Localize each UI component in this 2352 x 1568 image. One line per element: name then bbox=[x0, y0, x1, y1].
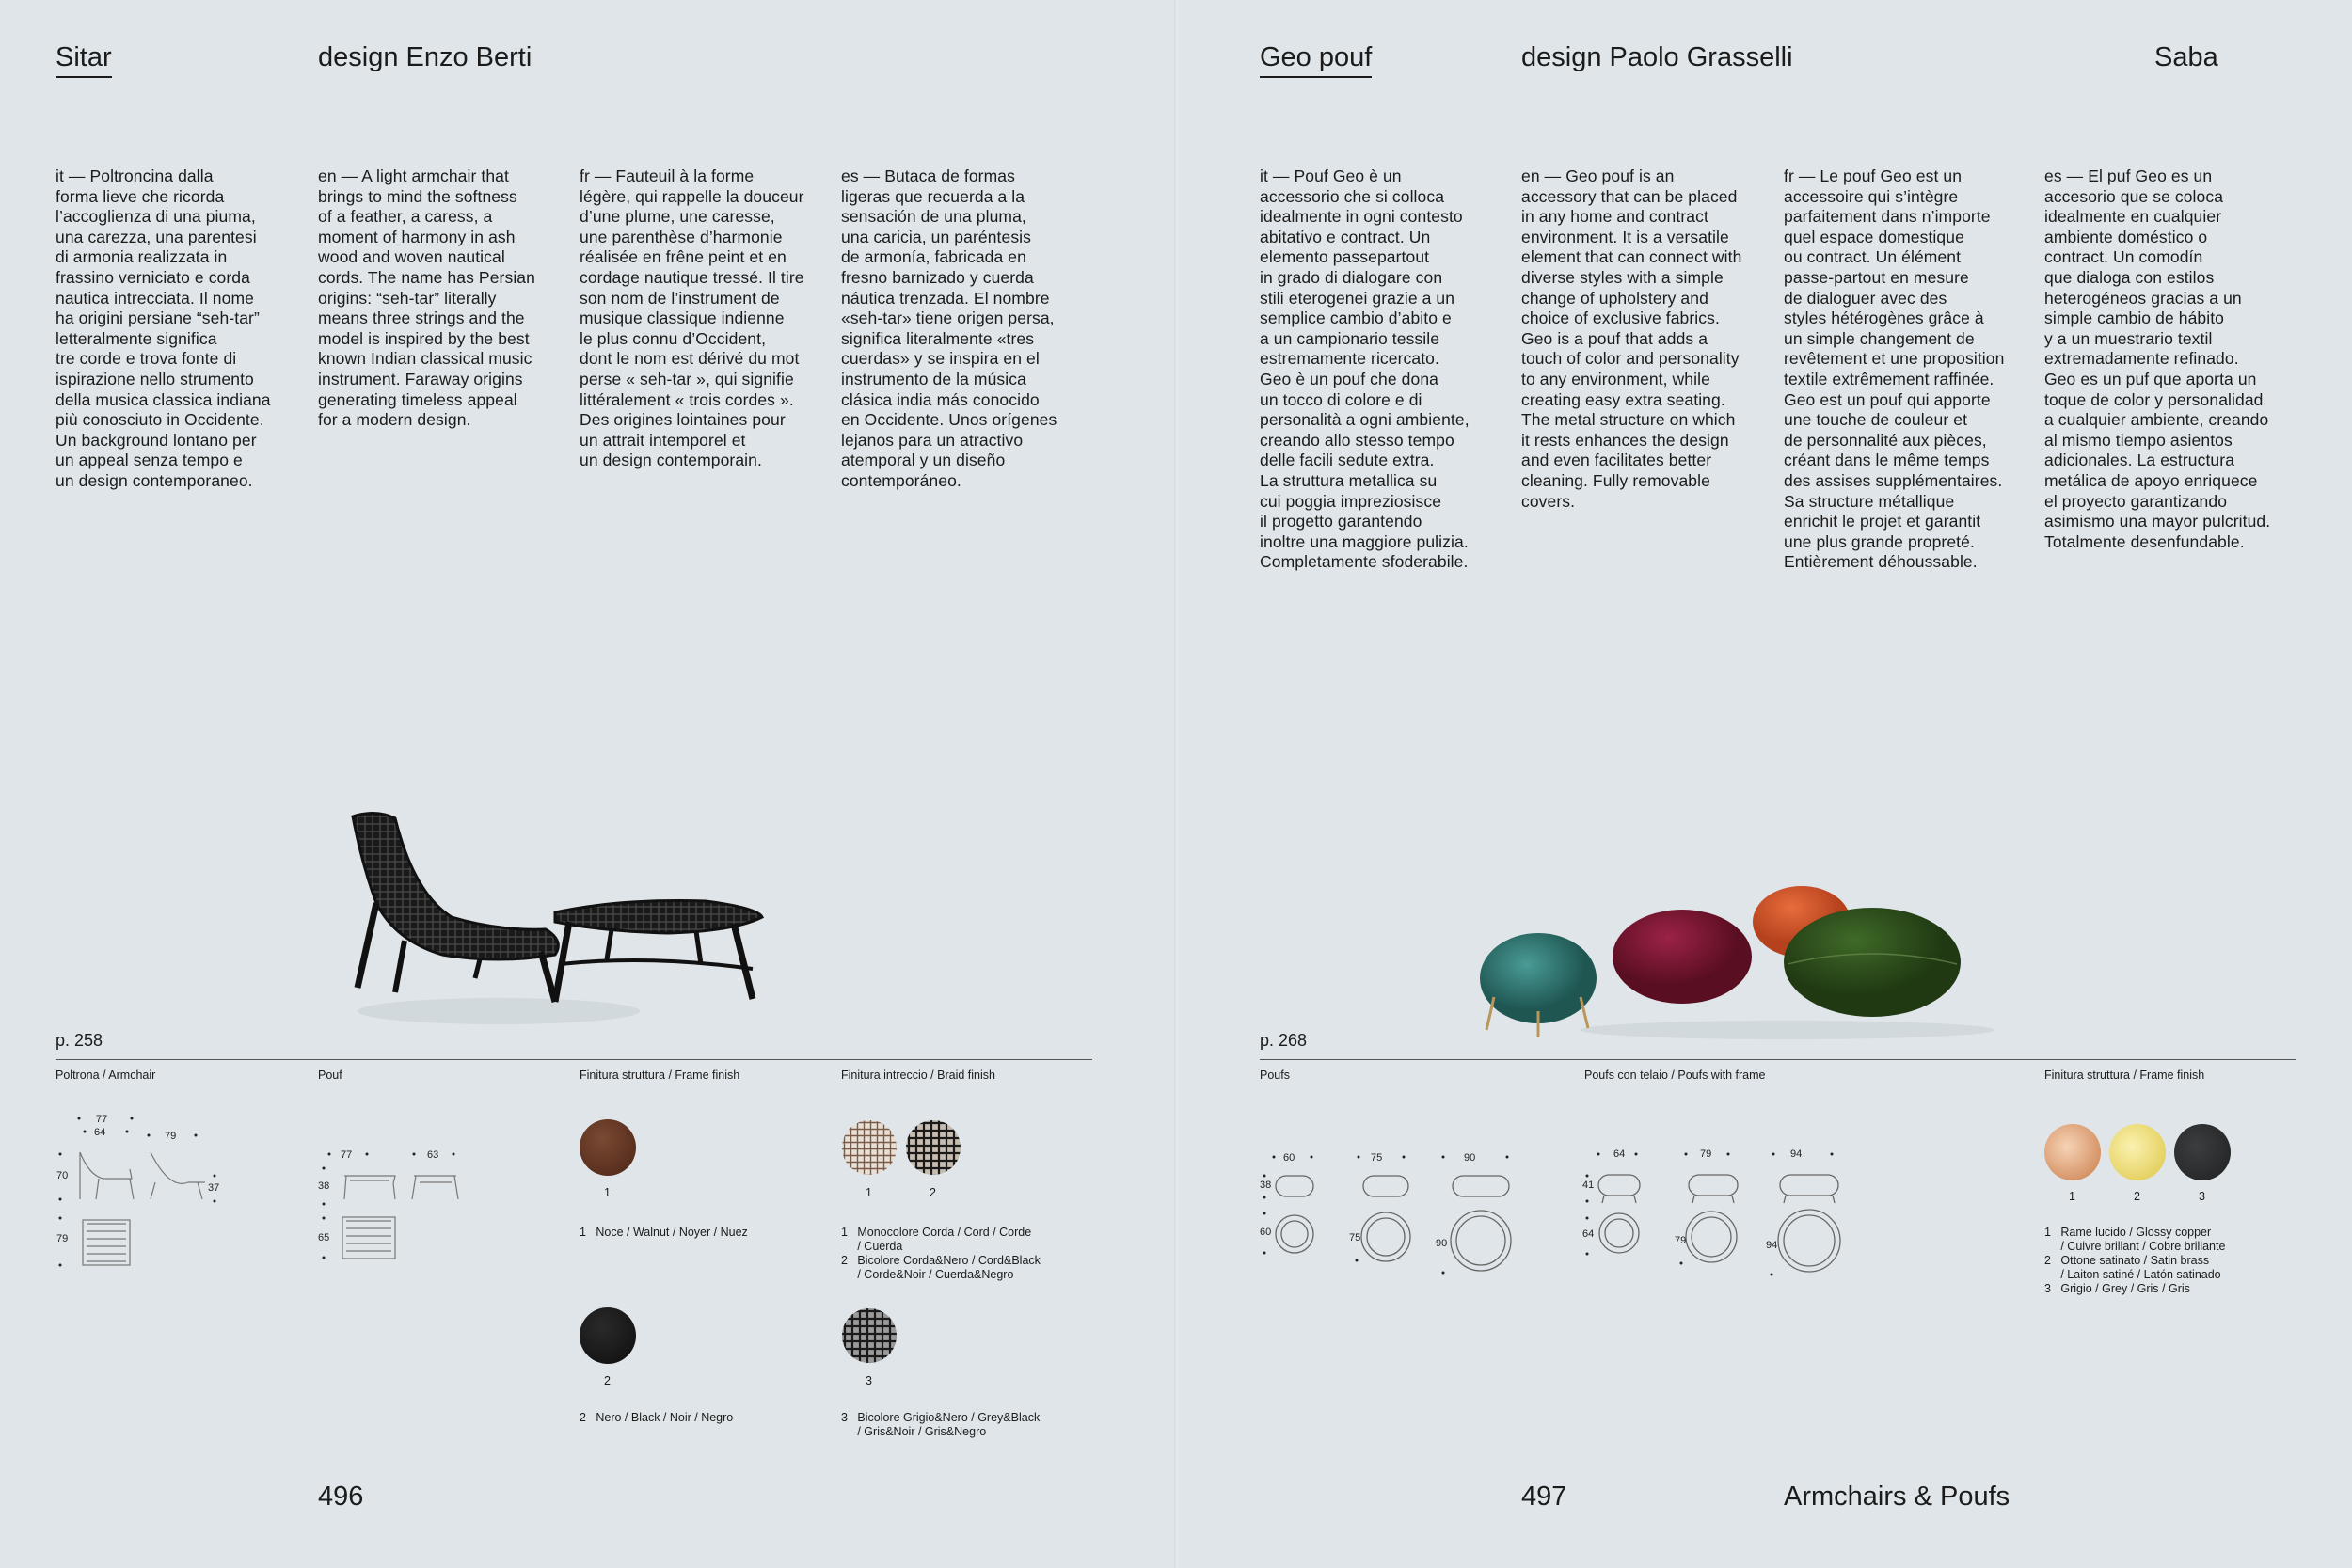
dim-armchair-h: 70 bbox=[56, 1170, 69, 1181]
section-label-armchair: Poltrona / Armchair bbox=[56, 1069, 156, 1082]
right-page bbox=[1178, 0, 2352, 1568]
braid-finish-note-2: 2 Bicolore Corda&Nero / Cord&Black / Corde&Noir / Cuerda&Negro bbox=[841, 1254, 1041, 1281]
brand-name: Saba bbox=[2154, 42, 2218, 72]
dim-frame-pouf-94-w: 94 bbox=[1790, 1148, 1803, 1160]
dim-pouf-75-w: 75 bbox=[1371, 1152, 1383, 1164]
description-fr: fr — Le pouf Geo est un accessoire qui s’intègre parfaitement dans n’importe quel espace domestique ou contract. Un élément passe-partout en mesure de dialoguer avec des styles hétérogènes grâce à un simple changement de revêtement et une proposition textile extrêmement raffinée. Geo est un pouf qui apporte une touche de couleur et de personnalité aux pièces, créant dans le même temps des assises supplémentaires. Sa structure métallique enrichit le projet et garantit une plus grande propreté. Entièrement déhoussable. bbox=[1784, 166, 2005, 572]
section-label-poufs-frame: Poufs con telaio / Poufs with frame bbox=[1584, 1069, 1766, 1082]
section-label-pouf: Pouf bbox=[318, 1069, 342, 1082]
description-es: es — Butaca de formas ligeras que recuerda a la sensación de una pluma, una caricia, un paréntesis de armonía, fabricada en fresno barnizado y cuerda náutica trenzada. El nombre «seh-tar» tiene origen persa, significa literalmente «tres cuerdas» y se inspira en el instrumento de la música clásica india más conocido en Occidente. Unos orígenes lejanos para un atractivo atemporal y un diseño contemporáneo. bbox=[841, 166, 1057, 490]
page-reference: p. 258 bbox=[56, 1031, 103, 1050]
sitar-product-image bbox=[339, 790, 781, 1035]
section-label-poufs: Poufs bbox=[1260, 1069, 1290, 1082]
dim-armchair-seat: 37 bbox=[208, 1182, 220, 1194]
pouf-dimension-drawing bbox=[310, 1129, 470, 1270]
dim-armchair-d: 79 bbox=[165, 1131, 177, 1142]
page-reference: p. 268 bbox=[1260, 1031, 1308, 1050]
swatch-number: 2 bbox=[2134, 1190, 2140, 1203]
swatch-number: 1 bbox=[866, 1186, 872, 1199]
swatch-number: 1 bbox=[604, 1186, 611, 1199]
frame-finish-notes: 1 Rame lucido / Glossy copper / Cuivre brillant / Cobre brillante 2 Ottone satinato / Satin brass / Laiton satiné / Latón satinado 3 Grigio / Grey / Gris / Gris bbox=[2044, 1226, 2226, 1295]
swatch-braid-cord bbox=[841, 1119, 898, 1176]
section-divider bbox=[1260, 1059, 2296, 1060]
swatch-number: 1 bbox=[2069, 1190, 2075, 1203]
swatch-number: 2 bbox=[604, 1374, 611, 1387]
dim-frame-pouf-94-d: 94 bbox=[1766, 1240, 1778, 1251]
designer-credit: design Enzo Berti bbox=[318, 42, 532, 72]
braid-finish-note-3: 3 Bicolore Grigio&Nero / Grey&Black / Gris&Noir / Gris&Negro bbox=[841, 1411, 1041, 1438]
swatch-frame-glossy-copper bbox=[2044, 1124, 2101, 1180]
dim-pouf-60-w: 60 bbox=[1283, 1152, 1295, 1164]
dim-frame-pouf-79-w: 79 bbox=[1700, 1148, 1712, 1160]
page-number: 497 bbox=[1521, 1481, 1567, 1512]
description-it: it — Pouf Geo è un accessorio che si colloca idealmente in ogni contesto abitativo e contract. Un elemento passepartout in grado di dialogare con stili eterogenei grazie a un semplice cambio d’abito e a un campionario tessile estremamente ricercato. Geo è un pouf che dona un tocco di colore e di personalità a ogni ambiente, creando allo stesso tempo delle facili sedute extra. La struttura metallica su cui poggia impreziosisce il progetto garantendo inoltre una maggiore pulizia. Completamente sfoderabile. bbox=[1260, 166, 1470, 572]
dim-frame-pouf-64-d: 64 bbox=[1582, 1228, 1595, 1240]
dim-pouf-h: 38 bbox=[318, 1180, 330, 1192]
swatch-frame-grey bbox=[2174, 1124, 2231, 1180]
description-es: es — El puf Geo es un accesorio que se coloca idealmente en cualquier ambiente doméstico o contract. Un comodín que dialoga con estilos heterogéneos gracias a un simple cambio de hábito y a un muestrario textil extremadamente refinado. Geo es un puf que aporta un toque de color y personalidad a cualquier ambiente, creando al mismo tiempo asientos adicionales. La estructura metálica de apoyo enriquece el proyecto garantizando asimismo una mayor pulcritud. Totalmente desenfundable. bbox=[2044, 166, 2271, 551]
description-fr: fr — Fauteuil à la forme légère, qui rappelle la douceur d’une plume, une caresse, une parenthèse d’harmonie réalisée en frêne peint et en cordage nautique tressé. Il tire son nom de l’instrument de musique classique indienne le plus connu d’Occident, dont le nom est dérivé du mot perse « seh-tar », qui signifie littéralement « trois cordes ». Des origines lointaines pour un attrait intemporel et un design contemporain. bbox=[580, 166, 804, 470]
swatch-number: 3 bbox=[866, 1374, 872, 1387]
dim-pouf-60-d: 60 bbox=[1260, 1227, 1272, 1238]
dim-armchair-w1: 77 bbox=[96, 1114, 108, 1125]
geo-pouf-product-image bbox=[1477, 870, 2004, 1049]
description-en: en — A light armchair that brings to mind the softness of a feather, a caress, a moment of harmony in ash wood and woven nautical cords. The name has Persian origins: “seh-tar” literally means three strings and the model is inspired by the best known Indian classical music instrument. Faraway origins generating timeless appeal for a modern design. bbox=[318, 166, 535, 430]
poufs-frame-dimension-drawing bbox=[1578, 1143, 1879, 1284]
description-it: it — Poltroncina dalla forma lieve che ricorda l’accoglienza di una piuma, una carezza, una parentesi di armonia realizzata in frassino verniciato e corda nautica intrecciata. Il nome ha origini persiane “seh-tar” letteralmente significa tre corde e trova fonte di ispirazione nello strumento della musica classica indiana più conosciuto in Occidente. Un background lontano per un appeal senza tempo e un design contemporaneo. bbox=[56, 166, 271, 490]
dim-pouf-d: 63 bbox=[427, 1149, 439, 1161]
swatch-frame-satin-brass bbox=[2109, 1124, 2166, 1180]
frame-finish-note-2: 2 Nero / Black / Noir / Negro bbox=[580, 1411, 734, 1424]
dim-frame-pouf-79-d: 79 bbox=[1675, 1235, 1687, 1246]
swatch-frame-walnut bbox=[580, 1119, 636, 1176]
dim-pouf-w: 77 bbox=[341, 1149, 353, 1161]
dim-pouf-90-w: 90 bbox=[1464, 1152, 1476, 1164]
dim-armchair-w2: 64 bbox=[94, 1127, 106, 1138]
dim-armchair-depth: 79 bbox=[56, 1233, 69, 1244]
dim-pouf-depth: 65 bbox=[318, 1232, 330, 1243]
dim-frame-pouf-64-h: 41 bbox=[1582, 1180, 1595, 1191]
section-label-braid-finish: Finitura intreccio / Braid finish bbox=[841, 1069, 995, 1082]
swatch-braid-grey-black bbox=[841, 1307, 898, 1364]
poufs-dimension-drawing bbox=[1255, 1143, 1556, 1284]
dim-pouf-75-d: 75 bbox=[1349, 1232, 1361, 1243]
swatch-number: 2 bbox=[930, 1186, 936, 1199]
page-number: 496 bbox=[318, 1481, 364, 1512]
section-label-frame-finish: Finitura struttura / Frame finish bbox=[2044, 1069, 2205, 1082]
product-title-geo-pouf: Geo pouf bbox=[1260, 43, 1372, 78]
braid-finish-note-1: 1 Monocolore Corda / Cord / Corde / Cuerda bbox=[841, 1226, 1032, 1253]
designer-credit: design Paolo Grasselli bbox=[1521, 42, 1793, 72]
section-title: Armchairs & Poufs bbox=[1784, 1481, 2010, 1512]
swatch-number: 3 bbox=[2199, 1190, 2205, 1203]
frame-finish-note-1: 1 Noce / Walnut / Noyer / Nuez bbox=[580, 1226, 748, 1239]
dim-frame-pouf-64-w: 64 bbox=[1613, 1148, 1626, 1160]
left-page bbox=[0, 0, 1174, 1568]
section-divider bbox=[56, 1059, 1092, 1060]
dim-pouf-90-d: 90 bbox=[1436, 1238, 1448, 1249]
product-title-sitar: Sitar bbox=[56, 43, 112, 78]
section-label-frame-finish: Finitura struttura / Frame finish bbox=[580, 1069, 740, 1082]
description-en: en — Geo pouf is an accessory that can be placed in any home and contract environment. It is a versatile element that can connect with diverse styles with a simple change of upholstery and choice of exclusive fabrics. Geo is a pouf that adds a touch of color and personality to any environment, while creating easy extra seating. The metal structure on which it rests enhances the design and even facilitates better cleaning. Fully removable covers. bbox=[1521, 166, 1742, 511]
swatch-frame-black bbox=[580, 1307, 636, 1364]
armchair-dimension-drawing bbox=[47, 1105, 235, 1275]
dim-pouf-60-h: 38 bbox=[1260, 1180, 1272, 1191]
swatch-braid-cord-black bbox=[905, 1119, 961, 1176]
